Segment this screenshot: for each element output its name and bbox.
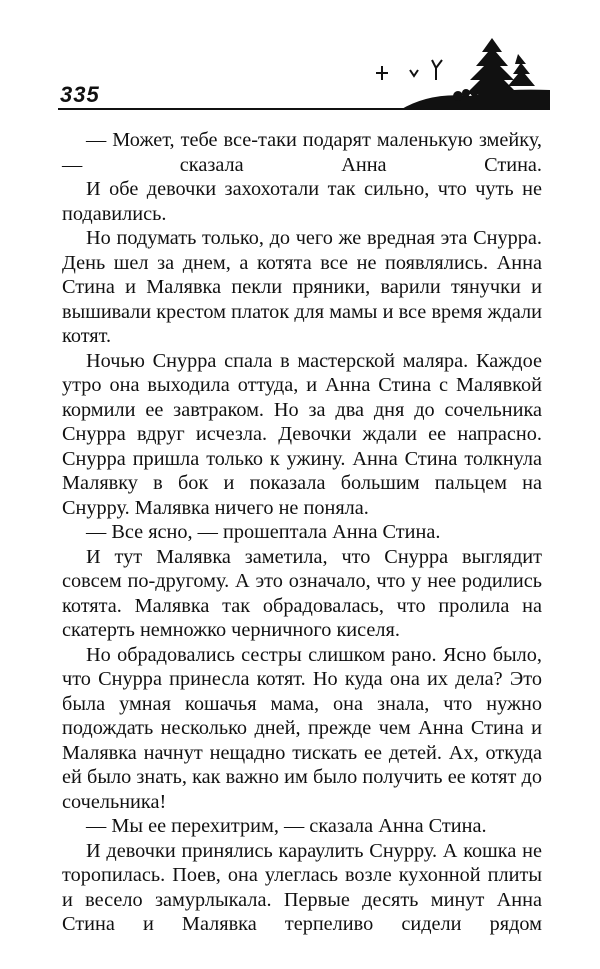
page-number: 335 [60, 82, 100, 107]
page-header [0, 0, 600, 120]
header-rule [58, 108, 545, 110]
bird-icon [376, 60, 442, 80]
text-body [62, 128, 542, 937]
pine-tree-icon [466, 38, 535, 94]
paragraph: Но обрадовались сестры слишком рано. Ясно было, что Снурра принесла котят. Но куда она их дела? Это была умная кошачья мама, она знала, что нужно подождать несколько дней, прежде чем Анна Стина и Малявка начнут нещадно тискать ее детей. Ах, откуда ей было знать, как важно им было получить ее котят до сочельника! [62, 643, 542, 813]
paragraph: И девочки принялись караулить Снурру. А кошка не торопилась. Поев, она улеглась возле кухонной плиты и весело замурлыкала. Первые десять минут Анна Стина и Малявка терпеливо сидели рядом [62, 839, 542, 935]
paragraph: Но подумать только, до чего же вредная эта Снурра. День шел за днем, а котята все не появлялись. Анна Стина и Малявка пекли пряники, варили тянучки и вышивали крестом платок для мамы и все время ждали котят. [62, 227, 542, 347]
header-illustration [370, 30, 550, 115]
paragraph: Ночью Снурра спала в мастерской маляра. Каждое утро она выходила оттуда, и Анна Стина с Малявкой кормили ее завтраком. Но за два дня до сочельника Снурра вдруг исчезла. Девочки ждали ее напрасно. Снурра пришла только к ужину. Анна Стина толкнула Малявку в бок и показала большим пальцем на Снурру. Малявка ничего не поняла. [62, 349, 542, 519]
paragraph: — Мы ее перехитрим, — сказала Анна Стина. [86, 815, 487, 837]
paragraph: — Все ясно, — прошептала Анна Стина. [86, 521, 441, 543]
paragraph: — Может, тебе все-таки подарят маленькую змейку, — сказала Анна Стина. [62, 129, 542, 176]
paragraph: И тут Малявка заметила, что Снурра выглядит совсем по-другому. А это означало, что у нее родились котята. Малявка так обрадовалась, что пролила на скатерть немножко черничного киселя. [62, 545, 542, 641]
paragraph: И обе девочки захохотали так сильно, что чуть не подавились. [62, 178, 542, 225]
